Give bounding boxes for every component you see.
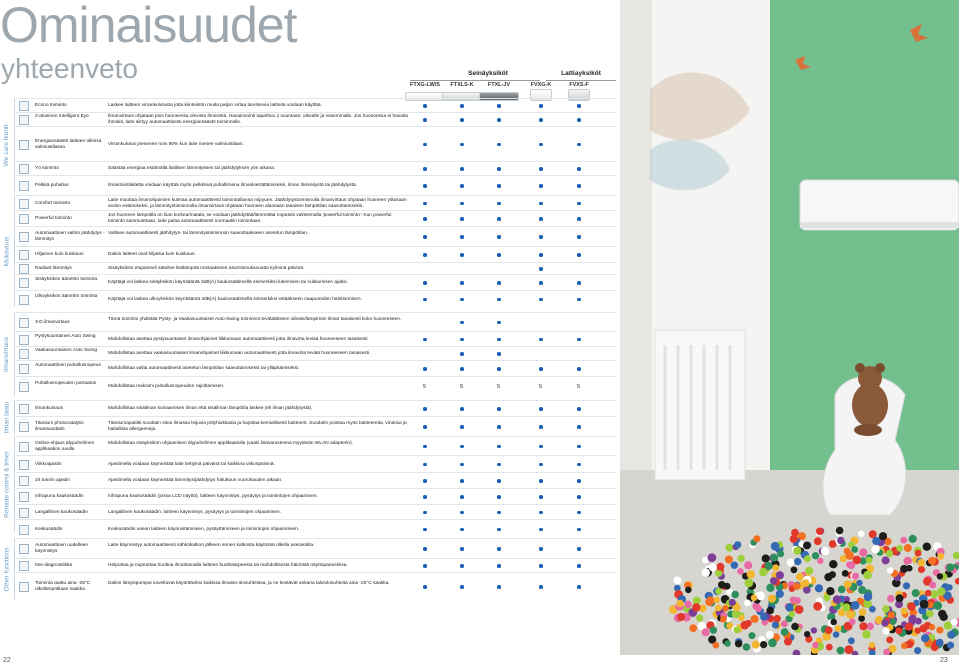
availability-dot (497, 425, 501, 429)
availability-dot (423, 298, 427, 302)
availability-dot (423, 547, 427, 551)
availability-dot (497, 528, 501, 532)
availability-dot (460, 367, 464, 371)
table-row (16, 488, 616, 505)
24h-timer-icon (19, 476, 29, 486)
availability-dot (497, 104, 501, 108)
feature-name: Toiminta taattu aina -25°C ulkolämpötilaan saakka (35, 581, 91, 592)
fan-steps-icon (19, 382, 29, 392)
feature-name: Automaattinen uudelleen käynnistys (35, 543, 89, 554)
weekly-timer-icon (19, 460, 29, 470)
online-control-icon (19, 442, 29, 452)
availability-dot (539, 564, 543, 568)
availability-dot (539, 235, 543, 239)
availability-dot (497, 184, 501, 188)
feature-name: Comfort toiminto (35, 200, 71, 206)
feature-name: Langallinen kaukosäädin (35, 509, 88, 515)
feature-name: 3-D ilmanvirtaus (35, 319, 70, 325)
availability-dot (460, 479, 464, 483)
titanium-filter-icon (19, 422, 29, 432)
availability-dot (423, 445, 427, 449)
availability-dot (423, 202, 427, 206)
auto-restart-icon (19, 544, 29, 554)
availability-dot (460, 118, 464, 122)
feature-description: Laite muuttaa ilmanohjaimien kulmaa automaattisesti toimintatilansa mipyuen. Jäähdytystoiminnolla ilmanvirtaus ohjataan huoneen yläosaan vedon estämiseksi, ja lämmitystoiminnolla ilmanvirtaus ohjataan huoneen alaosaan tasaisen lämpötilan saavuttamiseksi. (108, 197, 407, 209)
feature-name: Vaakasuuntainen Auto Swing (35, 348, 98, 353)
availability-dot (577, 118, 581, 122)
table-row (16, 290, 616, 308)
availability-dot (497, 298, 501, 302)
feature-description: Mahdollistaa asettaa pystysuuntaiset ilmanohjaimet liikkumaan automaattisesti jotta ilmavirta leviää huoneeseen tasaisesti. (108, 336, 369, 342)
availability-dot (539, 367, 543, 371)
feature-name: Powerful toiminto (35, 216, 72, 221)
feature-description: Helpottaa ja nopeuttaa huoltoa ilmoittamalla laitteen huoltotarpeesta tai mahdollisesta häiriöstä näyttöpaneelissa. (108, 563, 348, 568)
availability-dot (460, 298, 464, 302)
feature-name: Automaattinen vaihto jäähdytys - lämmitys (35, 231, 105, 242)
table-row (16, 360, 616, 377)
availability-dot (577, 184, 581, 188)
availability-dot (423, 281, 427, 285)
econo-icon (19, 101, 29, 111)
availability-dot (460, 547, 464, 551)
feature-description: Käyttäjä voi laskea sisäyksikön käyntiääntä 3dB(A) kaukosäätimellä esimerkiksi lukemisen tai nukkumisen ajaksi. (108, 280, 348, 285)
dry-icon (19, 404, 29, 414)
feature-description: Tämä toiminto yhdistää Pysty- ja Vaakasuuntaiset Auto-Swing toiminnot levittääkseen viileän/lämpimän ilman tasaisesti koko huoneeseen. (108, 316, 402, 322)
table-row (16, 346, 616, 361)
availability-dot (539, 338, 543, 342)
availability-dot (577, 425, 581, 429)
availability-dot (460, 528, 464, 532)
availability-dot (460, 338, 464, 342)
feature-name: Ilmankuivaus (35, 406, 63, 411)
availability-dot (539, 253, 543, 257)
feature-description: Ilmanvirtaus ohjataan pois huoneessa olevista ihmisistä. Havainnointi tapahtuu 2 suuntaan: oikealle ja vasemmalle. Jos huoneessa ei havaita ihmisiä, laite siirtyy automaattisesti energiansäästö toiminnolle. (108, 114, 408, 125)
whisper-icon (19, 250, 29, 260)
availability-dot (539, 298, 543, 302)
availability-dot (460, 463, 464, 467)
feature-description: Ilmastointilaitetta voidaan käyttää myös pelkkänä puhaltimena ilmankiertättämiseksi, ilman lämmitystä tai jäähdytystä. (108, 183, 358, 188)
feature-description: Mahdollistaa valita automaattisesti asetetun lämpötilan saavuttamiseksi tai ylläpitämiseksi. (108, 366, 300, 371)
availability-dot (460, 104, 464, 108)
table-row (16, 246, 616, 263)
availability-dot (577, 104, 581, 108)
availability-dot (460, 352, 464, 356)
availability-dot (497, 407, 501, 411)
table-row (16, 226, 616, 247)
availability-dot (577, 407, 581, 411)
feature-description: Keskusäädin usean laitteen käynnistämiseen, pysäyttämiseen ja toimintojen ohjaamiseen. (108, 526, 300, 532)
availability-dot (460, 167, 464, 171)
feature-description: Säästää energiaa estämällä liiallisen lämmityksen tai jäähdytyksen yön aikana. (108, 166, 276, 171)
availability-dot (497, 585, 501, 589)
availability-dot (460, 281, 464, 285)
feature-description: Daikin laitteet ovat hiljaisia kuin kuiskaus. (108, 252, 196, 257)
availability-value: 5 (577, 383, 581, 390)
availability-dot (577, 479, 581, 483)
table-row (16, 112, 616, 127)
availability-dot (577, 167, 581, 171)
group-floor-units: Lattiayksiköt (561, 70, 601, 77)
availability-dot (423, 564, 427, 568)
availability-dot (497, 235, 501, 239)
availability-value: 5 (539, 383, 543, 390)
availability-dot (577, 511, 581, 515)
availability-dot (423, 235, 427, 239)
availability-dot (577, 564, 581, 568)
availability-dot (423, 253, 427, 257)
feature-description: Mahdollistaa sisäyksikön ohjaamisen älypuhelimen applikaatiolla (vaatii lisävarusteena myytävän WLAN adapterin). (108, 440, 354, 446)
feature-name: Online-ohjaus älypuhelimen applikaation avulla (35, 440, 95, 452)
table-row (16, 455, 616, 473)
feature-description: Laite käynnistyy automaattisesti sähkökatkon jälkeen ennen katkosta käytössä olleilla asetuksilla. (108, 543, 315, 548)
group-wall-line (410, 80, 540, 81)
availability-dot (460, 143, 464, 147)
table-row (16, 175, 616, 196)
availability-value: 5 (497, 383, 501, 390)
availability-dot (497, 338, 501, 342)
self-diagnosis-icon (19, 561, 29, 571)
table-row (16, 210, 616, 227)
availability-dot (460, 407, 464, 411)
feature-name: Econo toiminto (35, 103, 67, 108)
feature-name: Ulkoyksikön äänetön toiminta (35, 293, 98, 299)
feature-name: Energiansäästö laitteen ollessa valmiustilassa (35, 138, 102, 150)
model-ftxls: FTXLS-K (450, 82, 474, 88)
table-row (16, 126, 616, 162)
table-row (16, 376, 616, 397)
availability-dot (577, 585, 581, 589)
page-number-right: 23 (940, 657, 948, 664)
section-divider (14, 312, 15, 396)
group-wall-units: Seinäyksiköt (468, 70, 508, 77)
availability-dot (577, 202, 581, 206)
availability-dot (539, 202, 543, 206)
availability-dot (460, 585, 464, 589)
intelligent-eye-icon (19, 115, 29, 125)
availability-dot (539, 217, 543, 221)
section-divider (14, 98, 15, 193)
feature-name: Infrapuna kaukosäädin (35, 494, 84, 499)
availability-dot (497, 445, 501, 449)
central-control-icon (19, 525, 29, 535)
availability-dot (423, 143, 427, 147)
feature-name: Itse-diagnostiikka (35, 563, 73, 568)
fan-only-icon (19, 181, 29, 191)
availability-dot (577, 445, 581, 449)
section-we-care: We care Ikonit (3, 124, 11, 167)
feature-name: 2-alueinen Intelligent Eye (35, 114, 89, 119)
table-row (16, 274, 616, 291)
availability-dot (577, 338, 581, 342)
availability-dot (577, 547, 581, 551)
feature-description: Infrapuna kaukosäädin (jossa LCD näyttö). laitteen käynnistys, pysäytys ja toimintojen ohjaaminen. (108, 494, 318, 499)
auto-changeover-icon (19, 232, 29, 242)
availability-dot (539, 281, 543, 285)
availability-dot (460, 495, 464, 499)
availability-dot (423, 425, 427, 429)
availability-dot (423, 118, 427, 122)
availability-dot (423, 479, 427, 483)
availability-dot (539, 463, 543, 467)
table-row (16, 519, 616, 539)
feature-description: Virrankulutus pienenee noin 80% kun laite menee valmiustilaan. (108, 141, 244, 147)
availability-dot (539, 547, 543, 551)
availability-dot (423, 104, 427, 108)
section-divider (14, 538, 15, 600)
model-ftxl: FTXL-JV (487, 82, 511, 88)
feature-description: Ajastimella voidaan käynnistää lämmitys/jäähdytys haluttuun vuorokauden aikaan. (108, 478, 283, 483)
section-divider (14, 436, 15, 532)
availability-dot (460, 202, 464, 206)
wired-remote-icon (19, 508, 29, 518)
table-row (16, 195, 616, 211)
radiant-icon (19, 264, 29, 274)
page-number-left: 22 (3, 657, 11, 664)
table-row (16, 472, 616, 489)
section-divider (14, 400, 15, 434)
feature-description: Jos huoneen lämpötila on liian korkea/matala, se voidaan jäähdyttää/lämmittää nopeasti valitsemalla 'powerful toiminto'. Kun powerful toiminto sammutetaan, laite palaa automaattisesti normaaliin toimintaan. (108, 213, 392, 224)
availability-dot (460, 321, 464, 325)
availability-dot (539, 184, 543, 188)
feature-description: Mahdollistaa asettaa vaakasuuntaiset ilmanohjaimet liikkumaan automaattisesti jotta ilmavirta leviää huoneeseen tasaisesti. (108, 351, 371, 356)
availability-dot (460, 564, 464, 568)
table-row (16, 312, 616, 332)
availability-dot (539, 407, 543, 411)
availability-dot (460, 425, 464, 429)
availability-dot (423, 184, 427, 188)
feature-name: Viikkoajastin (35, 461, 62, 467)
availability-dot (423, 585, 427, 589)
room-photo (620, 0, 959, 655)
availability-dot (460, 445, 464, 449)
availability-dot (423, 511, 427, 515)
auto-fan-speed-icon (19, 364, 29, 374)
feature-name: Radiant lämmitys (35, 266, 72, 271)
section-divider (14, 195, 15, 307)
feature-description: Sisäyksikön etupaneeli säteilee lisälämpöä nostaakseen asumismukavuutta kylminä päivinä. (108, 266, 305, 271)
night-icon (19, 164, 29, 174)
availability-dot (577, 367, 581, 371)
feature-name: Pelkkä puhallus (35, 183, 69, 188)
availability-dot (577, 463, 581, 467)
availability-dot (577, 281, 581, 285)
table-row (16, 98, 616, 113)
section-airflow: Ilmanvirtaus (3, 336, 11, 372)
feature-description: Mahdollistaa maksimi puhallusnopeuden rajoittamisen. (108, 384, 225, 389)
outdoor-silent-icon (19, 295, 29, 305)
availability-dot (423, 463, 427, 467)
ir-remote-icon (19, 492, 29, 502)
availability-dot (539, 104, 543, 108)
availability-dot (539, 167, 543, 171)
availability-dot (460, 217, 464, 221)
table-row (16, 504, 616, 520)
table-row (16, 400, 616, 417)
table-row (16, 538, 616, 559)
feature-name: Hiljainen kuin kuiskaus (35, 252, 84, 257)
availability-dot (497, 479, 501, 483)
model-fvxg: FVXG-K (530, 82, 552, 88)
availability-dot (577, 217, 581, 221)
availability-dot (497, 547, 501, 551)
section-other: Other functions (3, 546, 11, 592)
feature-description: Titaniumapatiitti suodatin sitoo ilmassa leijuvia pölyhiukkasia ja hajottaa kemiallisesti bakteerit. Suodatin poistaa myös bakteereita, viruksia ja haitallisia allergeeneja. (108, 421, 407, 432)
availability-dot (539, 267, 543, 271)
feature-description: Valitsee automaattisesti jäähdytys- tai lämmitystoiminnon saavuttaakseen asetetun lämpötilan. (108, 231, 309, 236)
feature-name: Puhallusnopeuden portaatus (35, 381, 97, 386)
availability-dot (539, 479, 543, 483)
indoor-silent-icon (19, 278, 29, 288)
feature-name: Sisäyksikön äänetön toiminta (35, 277, 98, 282)
section-remote-timer: Remote control & timer (3, 450, 11, 518)
feature-description: Käyttäjä voi laskea ulkoyksikön käyntiääntä 3dB(A) kaukosäätimellä esimerkiksi estääkseen naapureiden häiritsemisen. (108, 296, 362, 302)
availability-dot (497, 217, 501, 221)
availability-dot (497, 202, 501, 206)
table-row (16, 331, 616, 347)
availability-dot (497, 463, 501, 467)
availability-dot (497, 511, 501, 515)
availability-dot (423, 338, 427, 342)
availability-dot (497, 253, 501, 257)
availability-dot (539, 495, 543, 499)
availability-dot (497, 143, 501, 147)
availability-dot (539, 528, 543, 532)
table-row (16, 572, 616, 601)
availability-dot (539, 143, 543, 147)
horizontal-swing-icon (19, 349, 29, 359)
availability-dot (497, 352, 501, 356)
feature-name: Yö toiminto (35, 166, 59, 171)
comfort-icon (19, 199, 29, 209)
availability-value: 5 (423, 383, 427, 390)
availability-dot (423, 367, 427, 371)
availability-dot (497, 321, 501, 325)
table-row (16, 161, 616, 176)
table-row (16, 558, 616, 573)
availability-dot (577, 143, 581, 147)
feature-name: Automaattinen puhallusnopeus (35, 363, 101, 368)
powerful-icon (19, 214, 29, 224)
availability-dot (577, 253, 581, 257)
page-subtitle: yhteenveto (1, 53, 138, 84)
availability-dot (539, 445, 543, 449)
vertical-swing-icon (19, 335, 29, 345)
availability-dot (423, 528, 427, 532)
model-ftxg: FTXG-LW/S (410, 82, 440, 88)
availability-dot (497, 564, 501, 568)
feature-name: 24 tunnin ajastin (35, 478, 70, 483)
availability-dot (423, 167, 427, 171)
availability-dot (497, 118, 501, 122)
feature-description: Daikin lämpöpumput soveltuvat käytettäviksi kaikissa ilmasto-olosuhteissa, ja ne kestävät ankaria talviolosuhteita aina -25°C saakka. (108, 581, 390, 586)
availability-dot (460, 184, 464, 188)
section-air-quality: Ilman laatu (3, 401, 11, 433)
availability-dot (497, 367, 501, 371)
standby-icon (19, 140, 29, 150)
feature-description: Langallinen kaukosäädin: laitteen käynnistys, pysäytys ja toimintojen ohjaaminen. (108, 509, 282, 515)
table-row (16, 436, 616, 456)
feature-description: Ajastimella voidaan käynnistää laite tiettyinä päivänä tai kaikkina viikonpäivinä. (108, 461, 275, 467)
feature-description: Mahdollistaa sisäilman kuivaamisen ilman että sisäilman lämpötila laskee (eli ilman jäähdytystä). (108, 406, 313, 411)
availability-dot (539, 585, 543, 589)
table-row (16, 416, 616, 437)
availability-dot (423, 495, 427, 499)
availability-dot (497, 495, 501, 499)
availability-dot (497, 167, 501, 171)
availability-dot (460, 235, 464, 239)
availability-dot (539, 118, 543, 122)
availability-dot (577, 495, 581, 499)
availability-value: 5 (460, 383, 464, 390)
availability-dot (460, 511, 464, 515)
section-comfort: Mukavuus (3, 236, 11, 266)
availability-dot (577, 235, 581, 239)
model-fvxs: FVXS-F (569, 82, 589, 88)
group-floor-line (546, 80, 616, 81)
availability-dot (539, 511, 543, 515)
feature-name: Pystysuuntainen Auto Swing (35, 333, 96, 339)
availability-dot (460, 253, 464, 257)
availability-dot (423, 407, 427, 411)
feature-name: Titanium photocatalytic ilmansuodatin (35, 421, 84, 432)
availability-dot (577, 528, 581, 532)
page-title: Ominaisuudet (0, 0, 297, 53)
minus25-icon (19, 582, 29, 592)
feature-name: Keskusäädin (35, 526, 63, 532)
feature-description: Laskee laitteen virrankulutusta jotta kiinteistön muita paljon virtaa tarvitsevia laitteita voidaan käyttää. (108, 103, 322, 108)
availability-dot (539, 425, 543, 429)
3d-airflow-icon (19, 318, 29, 328)
availability-dot (577, 298, 581, 302)
availability-dot (423, 217, 427, 221)
availability-dot (497, 281, 501, 285)
